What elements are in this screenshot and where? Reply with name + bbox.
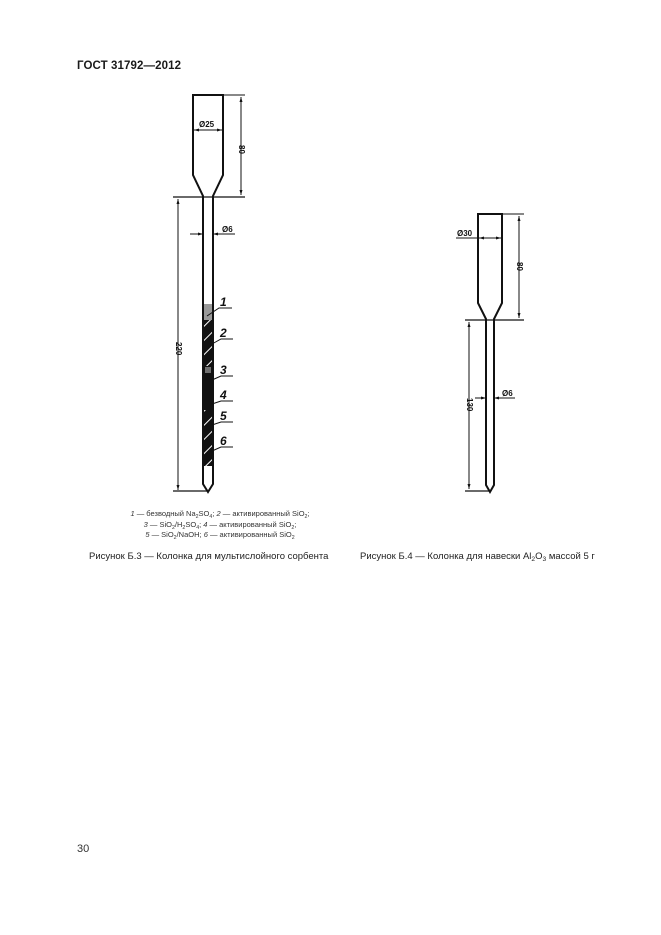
layer-1-sodium-sulfate — [204, 304, 212, 320]
document-standard-header: ГОСТ 31792—2012 — [77, 60, 182, 72]
dim-top-diameter-b4: Ø30 — [457, 229, 473, 238]
legend-line-3: 5 — SiO$_2$/NaOH; 6 — активированный SiO$_2$ — [145, 530, 295, 541]
figure-b4-column-drawing — [456, 214, 524, 492]
figure-b3-legend — [100, 509, 340, 541]
layer-6-activated-silica — [204, 444, 212, 466]
layer-label-4: 4 — [220, 388, 227, 402]
layer-3-silica-sulfuric — [204, 366, 212, 410]
dim-tube-length-b4: 130 — [465, 398, 474, 412]
dim-top-height-b4: 80 — [515, 262, 524, 271]
layer-5-silica-naoh — [204, 428, 212, 444]
dim-top-diameter-b3: Ø25 — [199, 120, 215, 129]
layer-2-activated-silica — [204, 320, 212, 366]
figure-b3-column-drawing — [173, 95, 246, 492]
layer-label-2: 2 — [220, 326, 227, 340]
dim-tube-diameter-b4: Ø6 — [502, 389, 513, 398]
layer-label-1: 1 — [220, 295, 227, 309]
layer-4-activated-silica — [204, 410, 212, 428]
legend-line-2: 3 — $SiO_2/H_2SO_4$; 4 — активированный SiO$_2$; — [143, 519, 297, 531]
dim-tube-diameter-b3: Ø6 — [222, 225, 233, 234]
dim-tube-length-b3: 220 — [174, 342, 183, 356]
layer-label-6: 6 — [220, 434, 227, 448]
page-number: 30 — [77, 843, 90, 855]
dim-top-height-b3: 80 — [237, 145, 246, 154]
layer-label-5: 5 — [220, 409, 227, 423]
figure-b3-caption: Рисунок Б.3 — Колонка для мультислойного сорбента — [89, 551, 329, 562]
legend-line-1: 1 — безводный $Na_2SO_4$; 2 — активированный SiO$_2$; — [130, 509, 310, 520]
layer-label-3: 3 — [220, 363, 227, 377]
figure-b4-caption: Рисунок Б.4 — Колонка для навески $Al_2O_3$ массой 5 г — [360, 551, 595, 563]
